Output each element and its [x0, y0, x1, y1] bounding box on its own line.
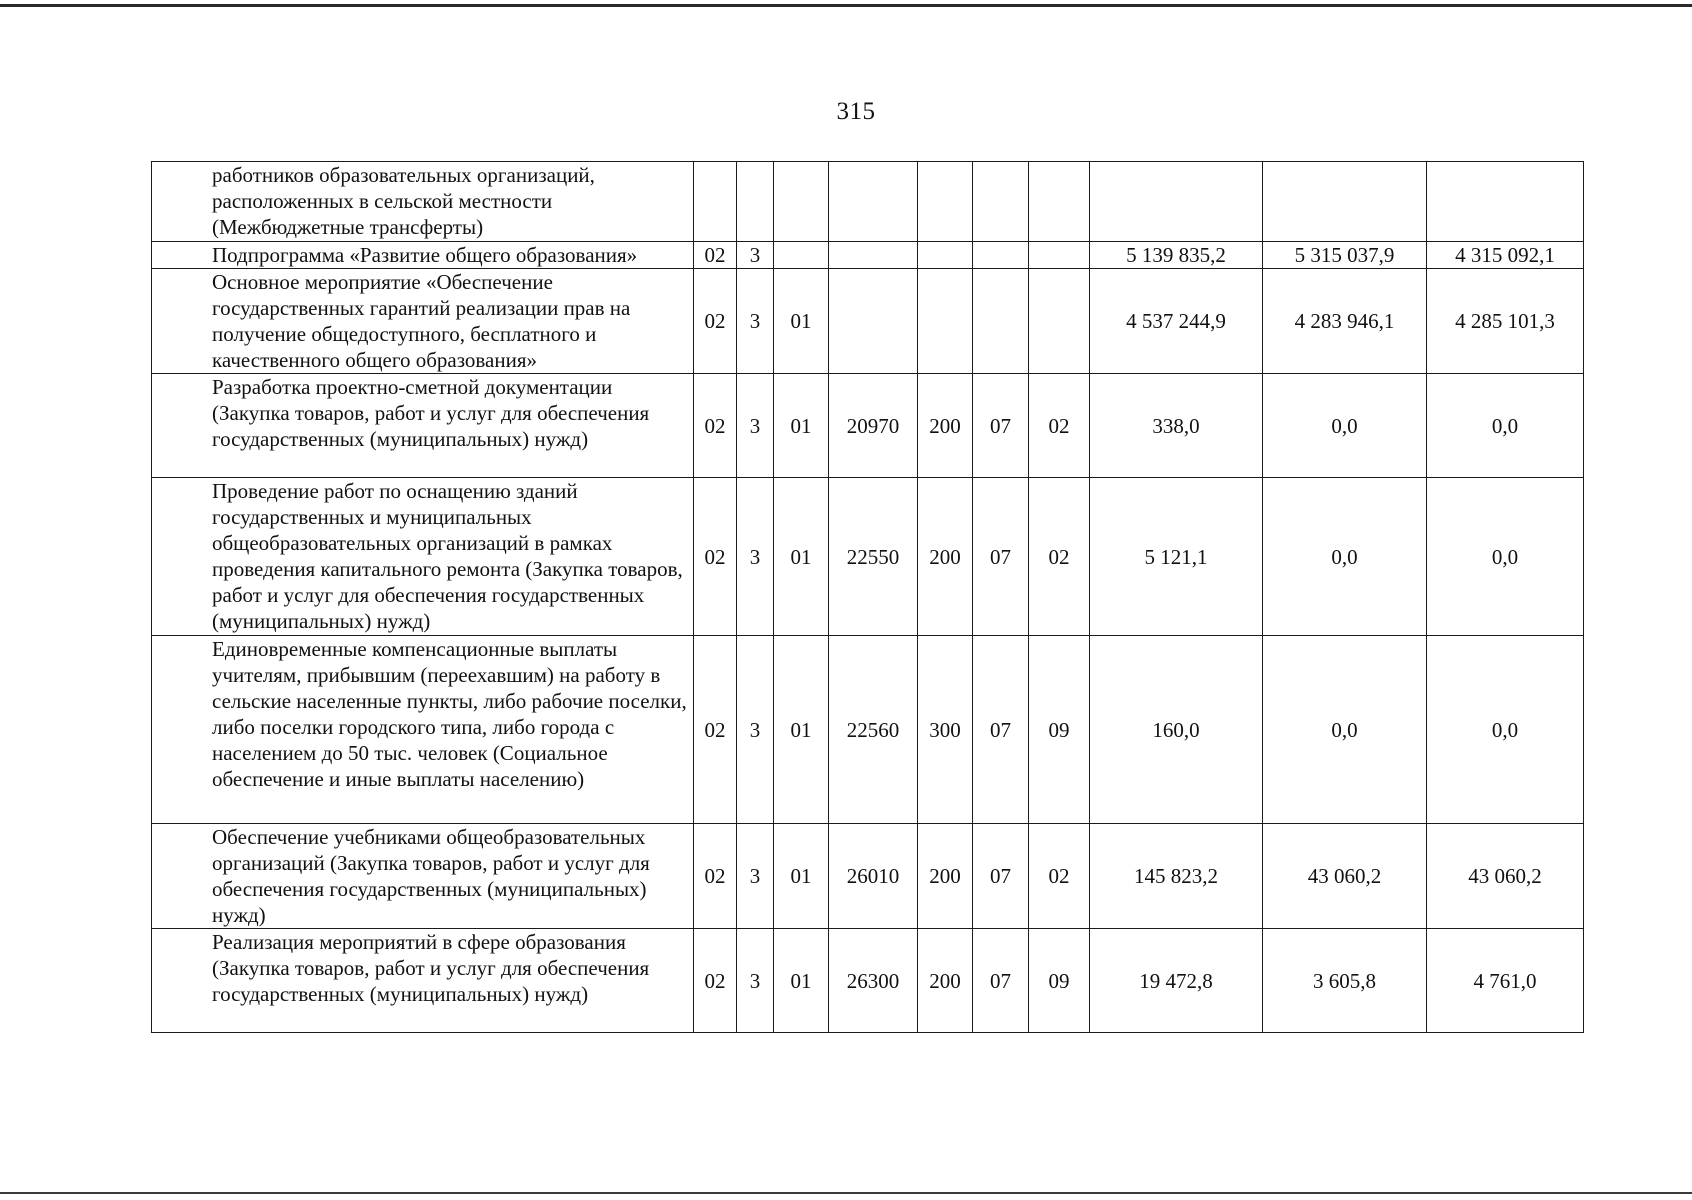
row-name: Разработка проектно-сметной документации (Закупка товаров, работ и услуг для обеспечения государственных (муниципальных) нужд): [212, 375, 650, 451]
value-year-1-cell: [1090, 162, 1263, 242]
direction-code-cell: 26300: [829, 929, 918, 1033]
section-code-cell: 07: [973, 929, 1029, 1033]
row-name: Основное мероприятие «Обеспечение государственных гарантий реализации прав на получение общедоступного, бесплатного и качественного общего образования»: [212, 270, 631, 372]
direction-code-cell: 20970: [829, 374, 918, 478]
value-year-1-cell: 5 121,1: [1090, 478, 1263, 636]
expense-type-cell: [918, 162, 973, 242]
subsection-code-cell: 09: [1029, 929, 1090, 1033]
value-year-2-cell: 4 283 946,1: [1263, 269, 1427, 374]
row-name-cell: [152, 929, 694, 1033]
expense-type-cell: 200: [918, 374, 973, 478]
table-row: [152, 162, 1584, 242]
value-year-3-cell: 43 060,2: [1427, 824, 1584, 929]
value-year-3-cell: 4 761,0: [1427, 929, 1584, 1033]
om-code-cell: [774, 162, 829, 242]
value-year-2-cell: 0,0: [1263, 374, 1427, 478]
direction-code-cell: 22560: [829, 636, 918, 824]
expense-type-cell: [918, 269, 973, 374]
direction-code-cell: 26010: [829, 824, 918, 929]
pp-code-cell: 3: [737, 374, 774, 478]
gp-code-cell: [694, 162, 737, 242]
row-name-cell: [152, 374, 694, 478]
section-code-cell: 07: [973, 824, 1029, 929]
subsection-code-cell: 02: [1029, 374, 1090, 478]
table-row: [152, 636, 1584, 824]
budget-table: [151, 161, 1584, 1033]
page-number: 315: [836, 98, 876, 125]
row-name-cell: [152, 824, 694, 929]
pp-code-cell: 3: [737, 478, 774, 636]
row-name: Подпрограмма «Развитие общего образования»: [212, 243, 638, 267]
gp-code-cell: 02: [694, 478, 737, 636]
row-name: работников образовательных организаций, расположенных в сельской местности (Межбюджетные трансферты): [212, 163, 595, 239]
table-row: [152, 929, 1584, 1033]
value-year-2-cell: 0,0: [1263, 636, 1427, 824]
om-code-cell: 01: [774, 478, 829, 636]
row-name-cell: [152, 162, 694, 242]
pp-code-cell: 3: [737, 824, 774, 929]
pp-code-cell: 3: [737, 636, 774, 824]
value-year-2-cell: 43 060,2: [1263, 824, 1427, 929]
table-row: [152, 824, 1584, 929]
value-year-1-cell: 145 823,2: [1090, 824, 1263, 929]
direction-code-cell: [829, 269, 918, 374]
expense-type-cell: [918, 242, 973, 269]
subsection-code-cell: [1029, 162, 1090, 242]
subsection-code-cell: 09: [1029, 636, 1090, 824]
gp-code-cell: 02: [694, 269, 737, 374]
value-year-2-cell: [1263, 162, 1427, 242]
section-code-cell: 07: [973, 478, 1029, 636]
expense-type-cell: 200: [918, 478, 973, 636]
om-code-cell: 01: [774, 824, 829, 929]
row-name-cell: [152, 636, 694, 824]
om-code-cell: 01: [774, 636, 829, 824]
direction-code-cell: [829, 242, 918, 269]
table-body: [152, 162, 1584, 1033]
subsection-code-cell: [1029, 269, 1090, 374]
value-year-1-cell: 338,0: [1090, 374, 1263, 478]
scan-border-top: [0, 4, 1692, 7]
section-code-cell: 07: [973, 374, 1029, 478]
table-row: [152, 269, 1584, 374]
gp-code-cell: 02: [694, 636, 737, 824]
value-year-3-cell: 0,0: [1427, 374, 1584, 478]
section-code-cell: 07: [973, 636, 1029, 824]
row-name-cell: [152, 269, 694, 374]
gp-code-cell: 02: [694, 929, 737, 1033]
expense-type-cell: 200: [918, 824, 973, 929]
value-year-1-cell: 4 537 244,9: [1090, 269, 1263, 374]
row-name: Проведение работ по оснащению зданий государственных и муниципальных общеобразовательных организаций в рамках проведения капитального ремонта (Закупка товаров, работ и услуг для обеспечения государственных (муниципальных) нужд): [212, 479, 683, 633]
value-year-3-cell: 0,0: [1427, 478, 1584, 636]
value-year-1-cell: 19 472,8: [1090, 929, 1263, 1033]
subsection-code-cell: [1029, 242, 1090, 269]
pp-code-cell: 3: [737, 929, 774, 1033]
section-code-cell: [973, 269, 1029, 374]
pp-code-cell: 3: [737, 242, 774, 269]
value-year-3-cell: 4 315 092,1: [1427, 242, 1584, 269]
pp-code-cell: 3: [737, 269, 774, 374]
om-code-cell: 01: [774, 929, 829, 1033]
value-year-3-cell: [1427, 162, 1584, 242]
om-code-cell: 01: [774, 374, 829, 478]
gp-code-cell: 02: [694, 374, 737, 478]
table-row: [152, 242, 1584, 269]
expense-type-cell: 200: [918, 929, 973, 1033]
value-year-3-cell: 4 285 101,3: [1427, 269, 1584, 374]
row-name: Единовременные компенсационные выплаты учителям, прибывшим (переехавшим) на работу в сельские населенные пункты, либо рабочие поселки, либо поселки городского типа, либо города с населением до 50 тыс. человек (Социальное обеспечение и иные выплаты населению): [212, 637, 687, 791]
gp-code-cell: 02: [694, 824, 737, 929]
value-year-1-cell: 160,0: [1090, 636, 1263, 824]
value-year-3-cell: 0,0: [1427, 636, 1584, 824]
value-year-2-cell: 3 605,8: [1263, 929, 1427, 1033]
value-year-2-cell: 0,0: [1263, 478, 1427, 636]
subsection-code-cell: 02: [1029, 824, 1090, 929]
row-name-cell: [152, 242, 694, 269]
table-row: [152, 374, 1584, 478]
section-code-cell: [973, 162, 1029, 242]
om-code-cell: 01: [774, 269, 829, 374]
row-name: Реализация мероприятий в сфере образования (Закупка товаров, работ и услуг для обеспечения государственных (муниципальных) нужд): [212, 930, 650, 1006]
value-year-2-cell: 5 315 037,9: [1263, 242, 1427, 269]
section-code-cell: [973, 242, 1029, 269]
gp-code-cell: 02: [694, 242, 737, 269]
direction-code-cell: [829, 162, 918, 242]
expense-type-cell: 300: [918, 636, 973, 824]
scan-border-bottom: [0, 1192, 1692, 1194]
om-code-cell: [774, 242, 829, 269]
pp-code-cell: [737, 162, 774, 242]
direction-code-cell: 22550: [829, 478, 918, 636]
row-name-cell: [152, 478, 694, 636]
subsection-code-cell: 02: [1029, 478, 1090, 636]
table-row: [152, 478, 1584, 636]
value-year-1-cell: 5 139 835,2: [1090, 242, 1263, 269]
row-name: Обеспечение учебниками общеобразовательных организаций (Закупка товаров, работ и услуг для обеспечения государственных (муниципальных) нужд): [212, 825, 650, 927]
